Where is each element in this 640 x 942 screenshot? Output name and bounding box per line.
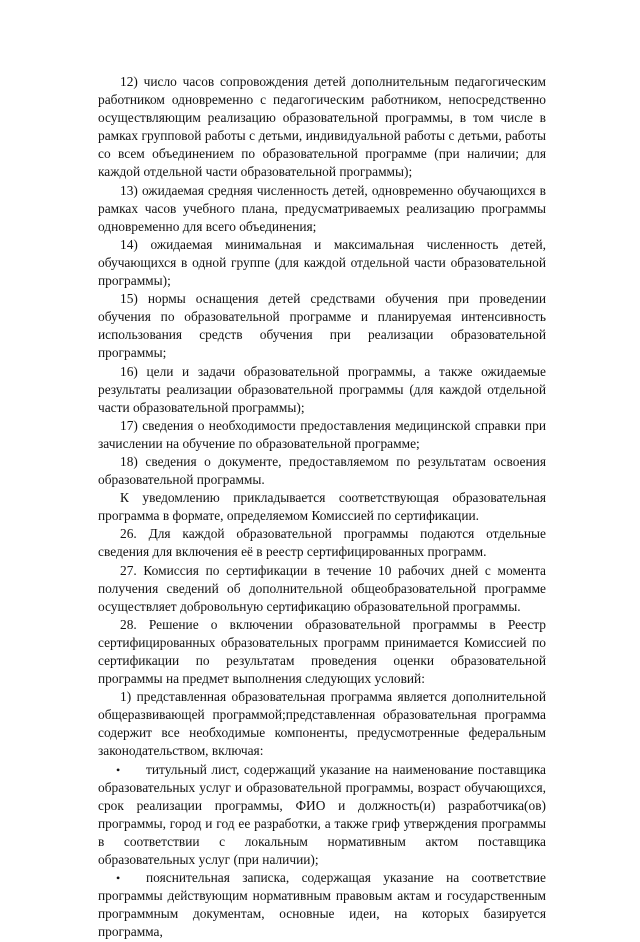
paragraph-clause-28: 28. Решение о включении образовательной программы в Реестр сертифицированных образовательных программ принимается Комиссией по сертификации по результатам проведения оценки образовательной программы на предмет выполнения следующих условий: [98, 616, 546, 687]
document-page [98, 73, 546, 942]
paragraph-condition-1: 1) представленная образовательная программа является дополнительной общеразвивающей программой;представленная образовательная программа содержит все необходимые компоненты, предусмотренные федеральным законодательством, включая: [98, 689, 546, 759]
paragraph-item-13: 13) ожидаемая средняя численность детей, одновременно обучающихся в рамках часов учебного плана, предусматриваемых реализацию программы одновременно для всего объединения; [98, 182, 546, 234]
paragraph-attachment-note: К уведомлению прикладывается соответствующая образовательная программа в формате, определяемом Комиссией по сертификации. [98, 490, 546, 524]
bullet-text: пояснительная записка, содержащая указание на соответствие программы действующим нормативным правовым актам и государственным программным документам, основные идеи, на которых базируется программа, [98, 870, 546, 940]
bullet-item-title-page [98, 761, 546, 870]
paragraph-item-16: 16) цели и задачи образовательной программы, а также ожидаемые результаты реализации образовательной программы (для каждой отдельной части образовательной программы); [98, 363, 546, 415]
paragraph-item-14: 14) ожидаемая минимальная и максимальная численность детей, обучающихся в одной группе (для каждой отдельной части образовательной программы); [98, 236, 546, 289]
bullet-text: титульный лист, содержащий указание на наименование поставщика образовательных услуг и образовательной программы, возраст обучающихся, срок реализации программы, ФИО и должность(и) разработчика(ов) программы, город и год ее разработки, а также гриф утверждения программы в соответствии с локальным нормативным актом поставщика образовательных услуг (при наличии); [98, 761, 546, 868]
paragraph-item-15: 15) нормы оснащения детей средствами обучения при проведении обучения по образовательной программе и планируемая интенсивность использования средств обучения при реализации образовательной программы; [98, 291, 546, 361]
paragraph-clause-26: 26. Для каждой образовательной программы подаются отдельные сведения для включения её в реестр сертифицированных программ. [98, 526, 546, 560]
bullet-icon: • [116, 871, 121, 886]
bullet-icon: • [116, 762, 121, 777]
paragraph-item-18: 18) сведения о документе, предоставляемом по результатам освоения образовательной программы. [98, 453, 546, 488]
bullet-item-explanatory-note [98, 869, 546, 941]
paragraph-item-17: 17) сведения о необходимости предоставления медицинской справки при зачислении на обучение по образовательной программе; [98, 417, 546, 451]
paragraph-clause-27: 27. Комиссия по сертификации в течение 10 рабочих дней с момента получения сведений об дополнительной общеобразовательной программе осуществляет добровольную сертификацию образовательной программы. [98, 562, 546, 614]
paragraph-item-12: 12) число часов сопровождения детей дополнительным педагогическим работником одновременно с педагогическим работником, непосредственно осуществляющим реализацию образовательной программы, в том числе в рамках групповой работы с детьми, индивидуальной работы с детьми, работы со всем объединением по образовательной программе (при наличии; для каждой отдельной части образовательной программы); [98, 74, 546, 180]
